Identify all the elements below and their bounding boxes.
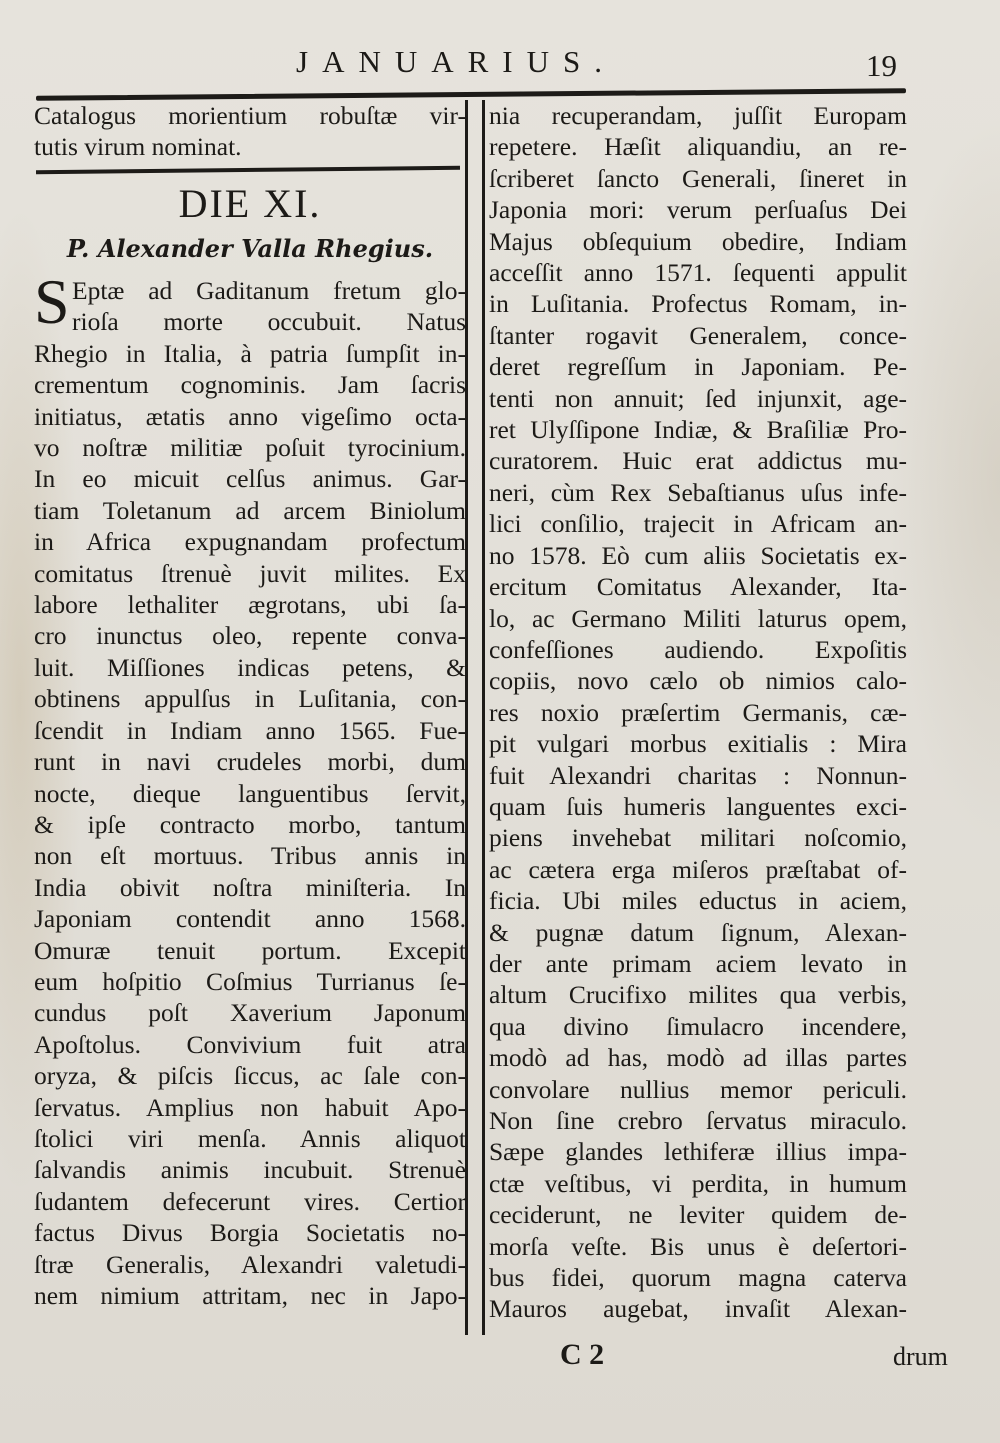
text-line: ficia. Ubi miles eductus in aciem, bbox=[489, 886, 907, 916]
text-line: ercitum Comitatus Alexander, Ita- bbox=[489, 572, 907, 602]
text-line: ctæ veſtibus, vi perdita, in humum bbox=[489, 1168, 907, 1198]
running-head bbox=[0, 44, 1000, 90]
text-line: Japoniam contendit anno 1568. bbox=[34, 904, 466, 934]
text-line: ac cætera erga miſeros præſtabat of- bbox=[489, 854, 907, 884]
text-line: non eſt mortuus. Tribus annis in bbox=[34, 841, 466, 871]
text-line: no 1578. Eò cum aliis Societatis ex- bbox=[489, 540, 907, 570]
text-line: Rhegio in Italia, à patria ſumpſit in- bbox=[34, 338, 466, 368]
text-line: in Luſitania. Profectus Romam, in- bbox=[489, 289, 907, 319]
text-line: ſcriberet ſancto Generali, ſineret in bbox=[489, 163, 907, 193]
day-heading: DIE XI. bbox=[178, 181, 322, 226]
text-line: tenti non annuit; ſed injunxit, age- bbox=[489, 383, 907, 413]
text-line: tiam Toletanum ad arcem Biniolum bbox=[34, 495, 466, 525]
text-line: fuit Alexandri charitas : Nonnun- bbox=[489, 760, 907, 790]
text-line: crementum cognominis. Jam ſacris bbox=[34, 370, 466, 400]
text-line: In eo micuit celſus animus. Gar- bbox=[34, 464, 466, 494]
page-number: 19 bbox=[866, 48, 897, 83]
text-line: Japonia mori: verum perſuaſus Dei bbox=[489, 195, 907, 225]
text-line: ſtræ Generalis, Alexandri valetudi- bbox=[34, 1249, 466, 1279]
text-line: neri, cùm Rex Sebaſtianus uſus infe- bbox=[489, 477, 907, 507]
signature-mark: C 2 bbox=[560, 1338, 605, 1371]
text-line: repetere. Hæſit aliquandiu, an re- bbox=[489, 132, 907, 162]
text-line: deret regreſſum in Japoniam. Pe- bbox=[489, 352, 907, 382]
text-line: nocte, dieque languentibus ſervit, bbox=[34, 778, 466, 808]
text-line: nem nimium attritam, nec in Japo- bbox=[34, 1281, 466, 1310]
text-line: oryza, & piſcis ſiccus, ac ſale con- bbox=[34, 1061, 466, 1091]
text-line: Omuræ tenuit portum. Excepit bbox=[34, 935, 466, 965]
text-line: piens invehebat militari noſcomio, bbox=[489, 823, 907, 853]
text-line: pit vulgari morbus exitialis : Mira bbox=[489, 729, 907, 759]
header-rule bbox=[36, 88, 906, 101]
text-line: runt in navi crudeles morbi, dum bbox=[34, 747, 466, 777]
text-line: tutis virum nominat. bbox=[34, 132, 242, 162]
text-line: in Africa expugnandam profectum bbox=[34, 527, 466, 557]
catchword: drum bbox=[893, 1342, 948, 1371]
text-line: altum Crucifixo milites qua verbis, bbox=[489, 980, 907, 1010]
text-line: ceciderunt, ne leviter quidem de- bbox=[489, 1200, 907, 1230]
left-column-intro bbox=[34, 100, 466, 163]
text-line: cundus poſt Xaverium Japonum bbox=[34, 998, 466, 1028]
text-line: ſervatus. Amplius non habuit Apo- bbox=[34, 1092, 466, 1122]
text-line: morſa veſte. Bis unus è deſertori- bbox=[489, 1231, 907, 1261]
text-line: & pugnæ datum ſignum, Alexan- bbox=[489, 917, 907, 947]
text-line: ſalvandis animis incubuit. Strenuè bbox=[34, 1155, 466, 1185]
text-line: luit. Miſſiones indicas petens, & bbox=[34, 652, 466, 682]
text-line: India obivit noſtra miniſteria. In bbox=[34, 872, 466, 902]
text-line: modò ad has, modò ad illas partes bbox=[489, 1043, 907, 1073]
text-line: comitatus ſtrenuè juvit milites. Ex bbox=[34, 558, 466, 588]
drop-cap: S bbox=[34, 266, 70, 337]
text-line: Catalogus morientium robuſtæ vir- bbox=[34, 101, 466, 130]
text-line: Non ſine crebro ſervatus miraculo. bbox=[489, 1106, 907, 1135]
text-line: Apoſtolus. Convivium fuit atra bbox=[34, 1029, 466, 1059]
running-title: JANUARIUS. bbox=[296, 44, 616, 79]
text-line: Majus obſequium obedire, Indiam bbox=[489, 226, 907, 256]
text-line: curatorem. Huic erat addictus mu- bbox=[489, 446, 907, 476]
right-column bbox=[489, 100, 907, 1325]
text-line: quam ſuis humeris languentes exci- bbox=[489, 791, 907, 821]
column-divider-right bbox=[482, 100, 485, 1335]
text-line: copiis, novo cælo ob nimios calo- bbox=[489, 666, 907, 696]
text-line: obtinens appulſus in Luſitania, con- bbox=[34, 684, 466, 714]
text-line: & ipſe contracto morbo, tantum bbox=[34, 809, 466, 839]
text-line: cro inunctus oleo, repente conva- bbox=[34, 621, 466, 651]
text-line: lo, ac Germano Militi laturus opem, bbox=[489, 603, 907, 633]
text-line: lici conſilio, trajecit in Africam an- bbox=[489, 509, 907, 539]
text-line: factus Divus Borgia Societatis no- bbox=[34, 1218, 466, 1248]
text-line: vo noſtræ militiæ poſuit tyrocinium. bbox=[34, 433, 466, 463]
text-line: acceſſit anno 1571. ſequenti appulit bbox=[489, 258, 907, 288]
text-line: rioſa morte occubuit. Natus bbox=[72, 307, 466, 337]
text-line: ſtanter rogavit Generalem, conce- bbox=[489, 320, 907, 350]
text-line: convolare nullius memor periculi. bbox=[489, 1074, 907, 1104]
text-line: Mauros augebat, invaſit Alexan- bbox=[489, 1294, 907, 1324]
text-line: ſtolici viri menſa. Annis aliquot bbox=[34, 1123, 466, 1153]
text-line: bus fidei, quorum magna caterva bbox=[489, 1263, 907, 1293]
text-line: ret Ulyſſipone Indiæ, & Braſiliæ Pro- bbox=[489, 415, 907, 445]
left-column-body bbox=[34, 275, 466, 1311]
text-line: nia recuperandam, juſſit Europam bbox=[489, 101, 907, 130]
text-line: Sæpe glandes lethiferæ illius impa- bbox=[489, 1137, 907, 1167]
text-line: ſudantem defecerunt vires. Certior bbox=[34, 1186, 466, 1216]
section-rule bbox=[36, 166, 460, 174]
text-line: Eptæ ad Gaditanum fretum glo- bbox=[72, 276, 466, 305]
text-line: labore lethaliter ægrotans, ubi ſa- bbox=[34, 590, 466, 620]
text-line: initiatus, ætatis anno vigeſimo octa- bbox=[34, 401, 466, 431]
text-line: der ante primam aciem levato in bbox=[489, 948, 907, 978]
text-line: qua divino ſimulacro incendere, bbox=[489, 1011, 907, 1041]
text-line: res noxio præſertim Germanis, cæ- bbox=[489, 697, 907, 727]
subject-heading: P. Alexander Valla Rhegius. bbox=[66, 234, 434, 263]
text-line: ſcendit in Indiam anno 1565. Fue- bbox=[34, 715, 466, 745]
text-line: eum hoſpitio Coſmius Turrianus ſe- bbox=[34, 966, 466, 996]
text-line: confeſſiones audiendo. Expoſitis bbox=[489, 634, 907, 664]
